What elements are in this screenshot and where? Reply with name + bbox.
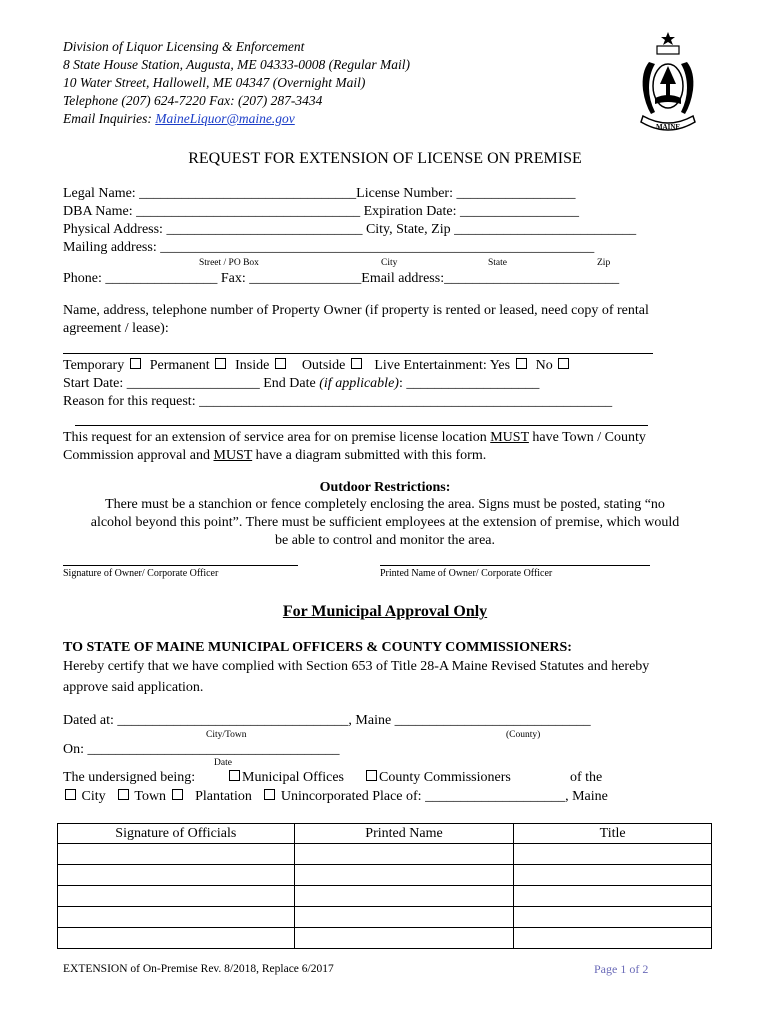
live-no-checkbox[interactable] — [558, 358, 569, 369]
title-cell[interactable] — [514, 886, 712, 907]
header-title: Title — [514, 824, 712, 844]
dba-field[interactable]: DBA Name: ________________________________ Expiration Date: _________________ — [63, 204, 580, 219]
printed-name-cell[interactable] — [294, 844, 514, 865]
outdoor-line-3: be able to control and monitor the area. — [274, 533, 496, 548]
reason-line-2[interactable] — [75, 425, 648, 426]
certify-line-2: approve said application. — [63, 680, 204, 695]
header-printed-name: Printed Name — [294, 824, 514, 844]
state-caption: State — [488, 258, 507, 268]
notice-line-2: Commission approval and MUST have a diagram submitted with this form. — [63, 448, 487, 463]
reason-field[interactable]: Reason for this request: ___________________________________________________________ — [63, 394, 613, 409]
unincorporated-checkbox[interactable] — [264, 789, 275, 800]
division-name: Division of Liquor Licensing & Enforcement — [63, 39, 305, 54]
plantation-checkbox[interactable] — [172, 789, 183, 800]
signature-cell[interactable] — [58, 928, 295, 949]
to-officials-line: TO STATE OF MAINE MUNICIPAL OFFICERS & COUNTY COMMISSIONERS: — [63, 640, 572, 655]
outdoor-line-2: alcohol beyond this point”. There must be sufficient employees at the extension of premise, which would — [90, 515, 680, 530]
outdoor-line-1: There must be a stanchion or fence completely enclosing the area. Signs must be posted, stating “no — [105, 497, 665, 512]
place-type-row: City Town Plantation Unincorporated Place of: ____________________, Maine — [63, 789, 608, 805]
table-header-row — [58, 824, 712, 844]
inside-checkbox[interactable] — [275, 358, 286, 369]
physical-address-field[interactable]: Physical Address: ____________________________ City, State, Zip __________________________ — [63, 222, 637, 237]
city-town-caption: City/Town — [206, 730, 247, 740]
municipal-offices-checkbox[interactable] — [229, 770, 240, 781]
license-type-row: Temporary Permanent Inside Outside Live Entertainment: Yes No — [63, 358, 571, 374]
municipal-heading: For Municipal Approval Only — [282, 603, 488, 620]
dated-at-field[interactable]: Dated at: _________________________________, Maine ____________________________ — [63, 713, 591, 728]
start-end-date-field[interactable]: Start Date: ___________________ End Date (if applicable): ___________________ — [63, 376, 540, 391]
email-inquiries: Email Inquiries: MaineLiquor@maine.gov — [63, 111, 295, 126]
town-checkbox[interactable] — [118, 789, 129, 800]
city-checkbox[interactable] — [65, 789, 76, 800]
printed-name-cell[interactable] — [294, 886, 514, 907]
zip-caption: Zip — [597, 258, 611, 268]
live-yes-checkbox[interactable] — [516, 358, 527, 369]
title-cell[interactable] — [514, 928, 712, 949]
printed-name-cell[interactable] — [294, 865, 514, 886]
state-seal-icon — [629, 28, 707, 140]
regular-mail-address: 8 State House Station, Augusta, ME 04333-0008 (Regular Mail) — [63, 57, 410, 72]
overnight-mail-address: 10 Water Street, Hallowell, ME 04347 (Overnight Mail) — [63, 75, 366, 90]
city-caption: City — [381, 258, 398, 268]
phone-fax-email-field[interactable]: Phone: ________________ Fax: ________________Email address:_________________________ — [63, 271, 620, 286]
permanent-checkbox[interactable] — [215, 358, 226, 369]
date-caption: Date — [214, 758, 232, 768]
table-row[interactable] — [58, 886, 712, 907]
property-owner-label-2: agreement / lease): — [63, 321, 169, 336]
printed-name-caption: Printed Name of Owner/ Corporate Officer — [380, 568, 553, 579]
street-caption: Street / PO Box — [199, 258, 259, 268]
county-commissioners-checkbox[interactable] — [366, 770, 377, 781]
page-number: Page 1 of 2 — [594, 962, 649, 976]
title-cell[interactable] — [514, 907, 712, 928]
municipal-offices-option[interactable]: Municipal Offices — [227, 770, 344, 786]
printed-name-cell[interactable] — [294, 907, 514, 928]
signature-cell[interactable] — [58, 886, 295, 907]
property-owner-label: Name, address, telephone number of Property Owner (if property is rented or leased, need copy of rental — [63, 303, 649, 318]
table-row[interactable] — [58, 865, 712, 886]
table-row[interactable] — [58, 907, 712, 928]
undersigned-row: The undersigned being: — [63, 770, 196, 785]
temporary-checkbox[interactable] — [130, 358, 141, 369]
outside-checkbox[interactable] — [351, 358, 362, 369]
county-commissioners-option[interactable]: County Commissioners — [364, 770, 511, 786]
of-the-label: of the — [570, 770, 603, 785]
title-cell[interactable] — [514, 865, 712, 886]
header-signature: Signature of Officials — [58, 824, 295, 844]
notice-line-1: This request for an extension of service area for on premise license location MUST have Town / County — [63, 430, 646, 445]
phone-fax: Telephone (207) 624-7220 Fax: (207) 287-3434 — [63, 93, 323, 108]
owner-signature-line[interactable] — [63, 565, 298, 566]
table-row[interactable] — [58, 844, 712, 865]
email-link[interactable]: MaineLiquor@maine.gov — [155, 111, 295, 126]
on-date-field[interactable]: On: ____________________________________ — [63, 742, 340, 757]
certify-line-1: Hereby certify that we have complied with Section 653 of Title 28-A Maine Revised Statutes and hereby — [63, 659, 650, 674]
signature-cell[interactable] — [58, 844, 295, 865]
printed-name-line[interactable] — [380, 565, 650, 566]
signature-cell[interactable] — [58, 907, 295, 928]
footer-revision: EXTENSION of On-Premise Rev. 8/2018, Replace 6/2017 — [63, 963, 334, 975]
page-title: REQUEST FOR EXTENSION OF LICENSE ON PREMISE — [188, 150, 582, 167]
mailing-address-field[interactable]: Mailing address: ______________________________________________________________ — [63, 240, 595, 255]
property-owner-line[interactable] — [63, 353, 653, 354]
legal-name-field[interactable]: Legal Name: _______________________________License Number: _________________ — [63, 186, 576, 201]
title-cell[interactable] — [514, 844, 712, 865]
county-caption: (County) — [506, 730, 541, 740]
printed-name-cell[interactable] — [294, 928, 514, 949]
seal-text: MAINE — [655, 123, 681, 131]
officials-table — [57, 823, 712, 949]
signature-cell[interactable] — [58, 865, 295, 886]
owner-signature-caption: Signature of Owner/ Corporate Officer — [63, 568, 219, 579]
table-row[interactable] — [58, 928, 712, 949]
outdoor-heading: Outdoor Restrictions: — [319, 480, 451, 495]
